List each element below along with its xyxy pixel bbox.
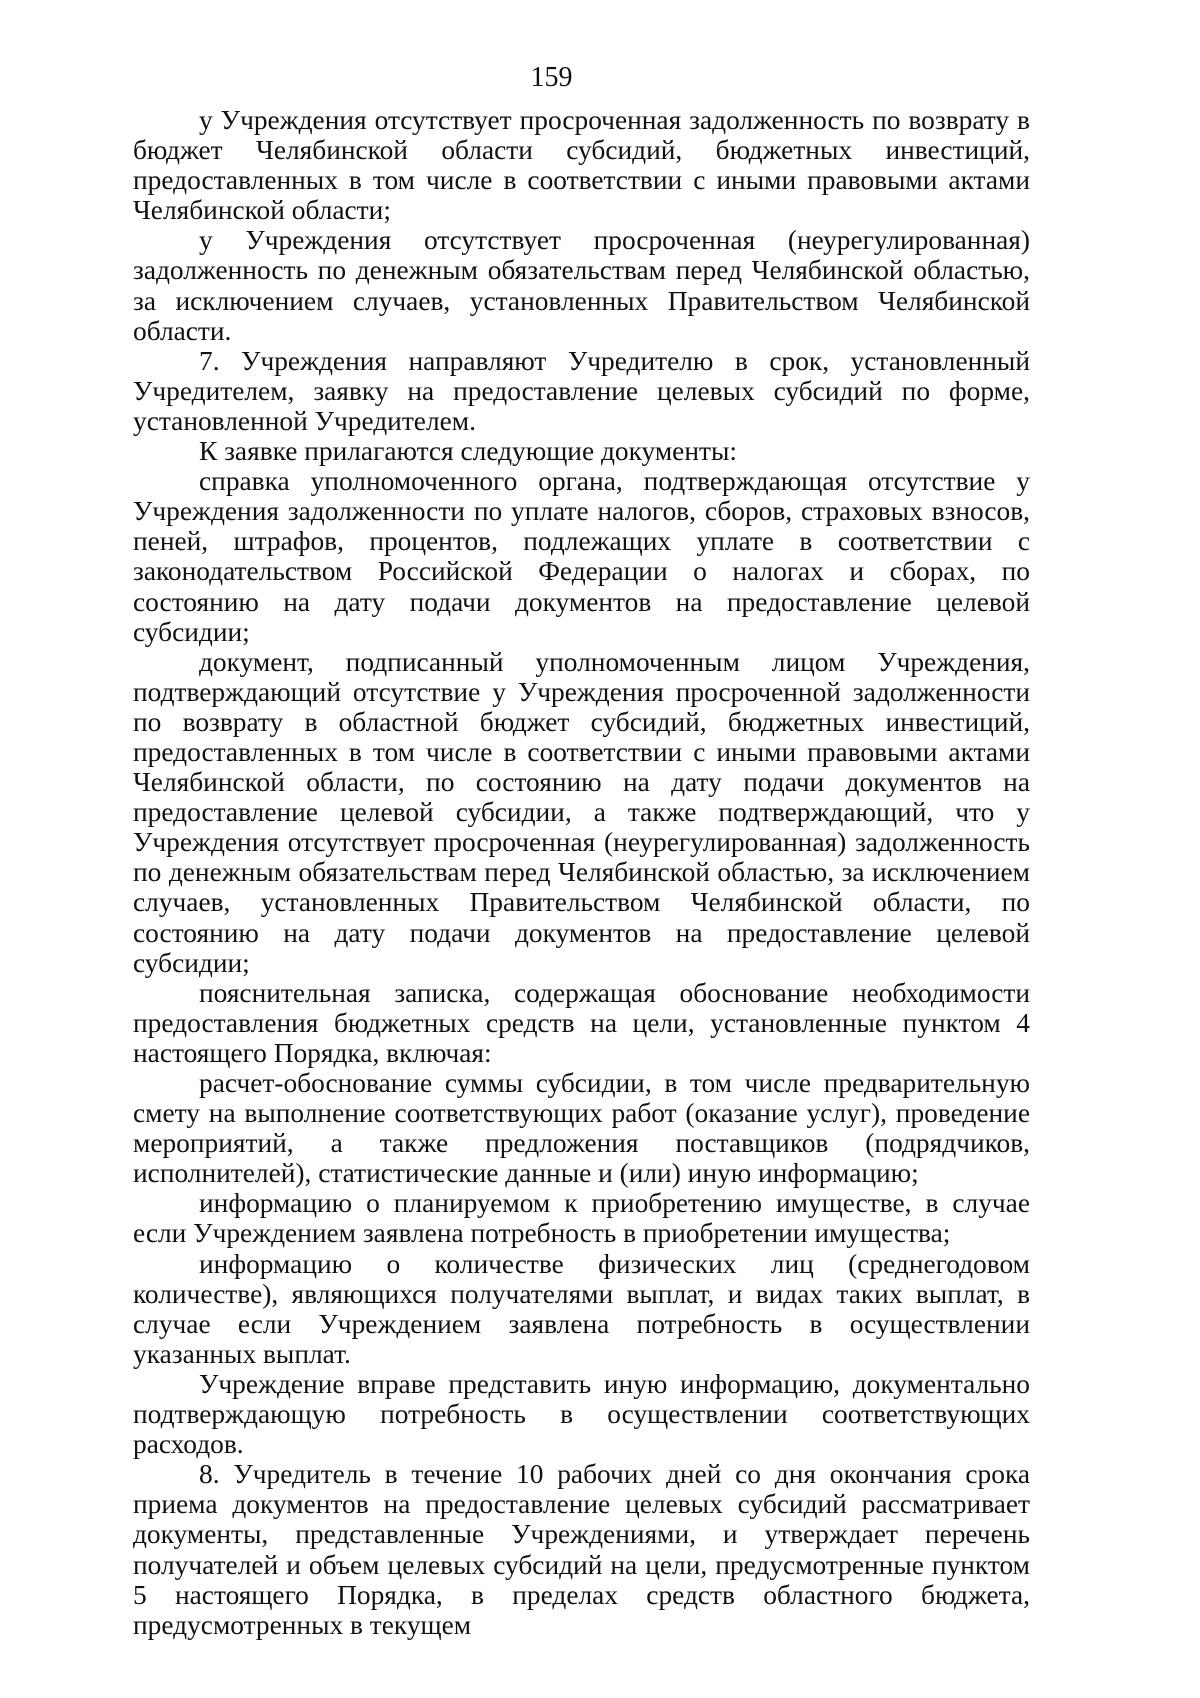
paragraph-tax-certificate: справка уполномоченного органа, подтверждающая отсутствие у Учреждения задолженности по уплате налогов, сборов, страховых взносов, пеней, штрафов, процентов, подлежащих уплате в соответствии с законодательством Российской Федерации о налогах и сборах, по состоянию на дату подачи документов на предоставление целевой субсидии;: [133, 466, 1030, 647]
paragraph-individuals-info: информацию о количестве физических лиц (среднегодовом количестве), являющихся получателями выплат, и видах таких выплат, в случае если Учреждением заявлена потребность в осуществлении указанных выплат.: [133, 1248, 1030, 1369]
paragraph-other-info: Учреждение вправе представить иную информацию, документально подтверждающую потребность в осуществлении соответствующих расходов.: [133, 1368, 1030, 1460]
paragraph-property-info: информацию о планируемом к приобретению имуществе, в случае если Учреждением заявлена потребность в приобретении имущества;: [133, 1188, 1030, 1249]
paragraph-item-8: 8. Учредитель в течение 10 рабочих дней со дня окончания срока приема документов на предоставление целевых субсидий рассматривает документы, представленные Учреждениями, и утверждает перечень получателей и объем целевых субсидий на цели, предусмотренные пунктом 5 настоящего Порядка, в пределах средств областного бюджета, предусмотренных в текущем: [133, 1459, 1030, 1640]
paragraph-calculation: расчет-обоснование суммы субсидии, в том числе предварительную смету на выполнение соответствующих работ (оказание услуг), проведение мероприятий, а также предложения поставщиков (подрядчиков, исполнителей), статистические данные и (или) иную информацию;: [133, 1068, 1030, 1189]
paragraph-item-7: 7. Учреждения направляют Учредителю в срок, установленный Учредителем, заявку на предоставление целевых субсидий по форме, установленной Учредителем.: [133, 345, 1030, 436]
page-number: 159: [530, 62, 573, 93]
paragraph-debt-budget: у Учреждения отсутствует просроченная задолженность по возврату в бюджет Челябинской области субсидий, бюджетных инвестиций, предоставленных в том числе в соответствии с иными правовыми актами Челябинской области;: [133, 105, 1030, 226]
paragraph-debt-obligations: у Учреждения отсутствует просроченная (неурегулированная) задолженность по денежным обязательствам перед Челябинской областью, за исключением случаев, установленных Правительством Челябинской области.: [133, 225, 1030, 346]
paragraph-attachments-intro: К заявке прилагаются следующие документы:: [199, 436, 737, 467]
paragraph-explanatory-note: пояснительная записка, содержащая обоснование необходимости предоставления бюджетных средств на цели, установленные пунктом 4 настоящего Порядка, включая:: [133, 977, 1030, 1068]
document-body: [133, 105, 1030, 1640]
paragraph-signed-document: документ, подписанный уполномоченным лицом Учреждения, подтверждающий отсутствие у Учреждения просроченной задолженности по возврату в областной бюджет субсидий, бюджетных инвестиций, предоставленных в том числе в соответствии с иными правовыми актами Челябинской области, по состоянию на дату подачи документов на предоставление целевой субсидии, а также подтверждающий, что у Учреждения отсутствует просроченная (неурегулированная) задолженность по денежным обязательствам перед Челябинской областью, за исключением случаев, установленных Правительством Челябинской области, по состоянию на дату подачи документов на предоставление целевой субсидии;: [133, 646, 1030, 978]
